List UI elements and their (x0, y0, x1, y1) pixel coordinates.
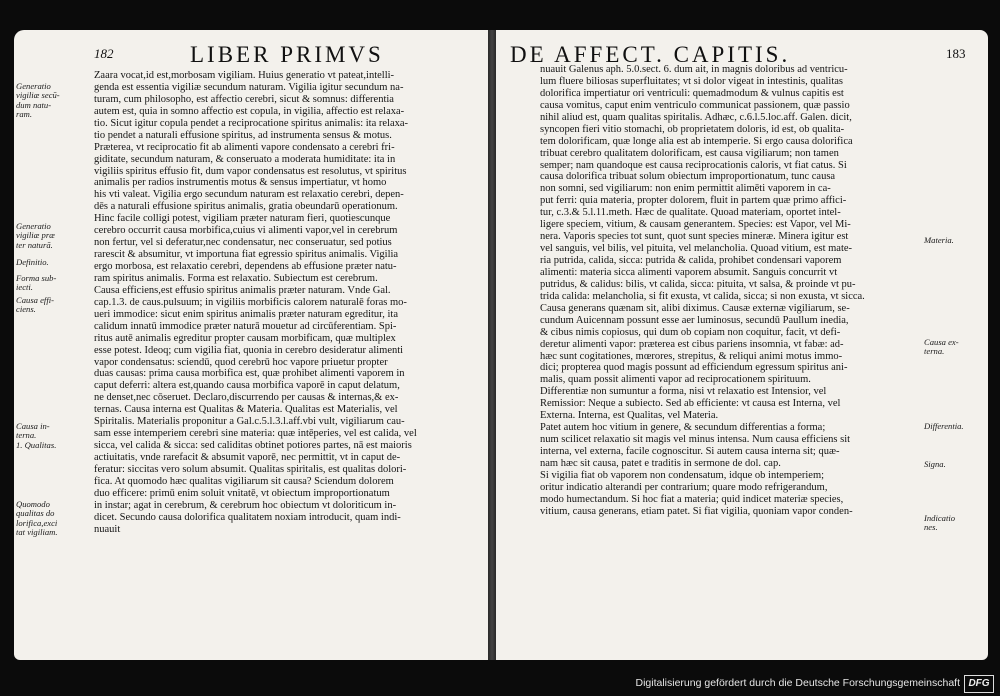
text-line: Si vigilia fiat ob vaporem non condensatum, idque ob intemperiem; (540, 469, 825, 481)
right-page-number: 183 (946, 46, 966, 61)
text-line: ram spiritus animalis. Forma est relaxatio. Subiectum est cerebrum. (94, 272, 378, 284)
text-line: hæc sunt cogitationes, mœrores, strepitus, & reliqui animi motus immo- (540, 350, 843, 362)
left-marginal-note: Definitio. (16, 257, 49, 267)
text-line: vigiliis spiritus effusio fit, dum vapor condensatus est resolutus, vt spiritus (94, 165, 407, 177)
text-line: calidum innatū immodice præter naturā mouetur ad circūferentiam. Spi- (94, 320, 397, 332)
text-line: sam esse intemperiem cerebri sine materia: quæ intēperies, vel est calida, vel (94, 428, 417, 440)
text-line: ritus autē animalis egreditur propter causam morbificam, quæ multiplex (94, 332, 396, 344)
text-line: lum fluere biliosas superfluitates; vt si dolor vigeat in intestinis, qualitas (540, 75, 843, 87)
text-line: num scilicet relaxatio sit magis vel minus intensa. Num causa efficiens sit (540, 434, 851, 446)
text-line: deretur alimenti vapor: præterea est cibus pariens insomnia, vt fabæ: ad- (540, 338, 844, 350)
text-line: Zaara vocat,id est,morbosam vigiliam. Huius generatio vt pateat,intelli- (94, 70, 395, 81)
text-line: Hinc facile colligi potest, vigiliam præter naturam fieri, quotiescunque (94, 213, 391, 225)
text-line: nera. Vaporis species tot sunt, quot sunt species mineræ. Minera igitur est (540, 231, 849, 243)
text-line: & cibus nimis copiosus, qui dum ob copiam non coquitur, facit, vt defi- (540, 326, 841, 338)
text-line: causa dolorifica tribuat solum obiectum improportionatum, tunc causa (540, 171, 836, 183)
left-marginal-note: Generatio vigiliæ secū- dum natu- ram. (16, 81, 60, 120)
funding-credit: Digitalisierung gefördert durch die Deutsche Forschungsgemeinschaft (635, 677, 960, 689)
text-line: tribuat cerebro qualitatem dolorificam, est causa vigiliarum; non tamen (540, 147, 839, 159)
right-marginal-note: Causa ex- terna. (924, 337, 959, 357)
left-page (14, 30, 488, 660)
text-line: modo humectandum. Si hoc fiat a materia; quid indicet materiæ species, (540, 493, 844, 505)
right-page (496, 30, 988, 660)
text-line: put ferri: quia materia, propter dolorem, fluit in partem quæ primo affici- (540, 195, 847, 207)
right-body-text (540, 64, 918, 518)
text-line: esse potest. Ideoq; cum vigilia fiat, quonia in cerebro desideratur alimenti (94, 344, 404, 356)
text-line: interna, vel externa, facile cognoscitur. Si autem causa interna sit; quæ- (540, 446, 840, 457)
text-line: Remissior: Neque a subiecto. Sed ab efficiente: vt causa est Interna, vel (540, 398, 841, 410)
text-line: genda est essentia vigiliæ secundum naturam. Vigilia igitur secundum na- (94, 81, 404, 93)
text-line: non fertur, vel si deferatur,nec condensatur, nec conseruatur, sed potius (94, 237, 392, 249)
left-running-head: LIBER PRIMVS (190, 42, 384, 67)
text-line: dēs a naturali effusione spiritus animalis, gratia obeundarū operationum. (94, 201, 398, 213)
text-line: his vti valeat. Vigilia ergo secundum naturam est relaxatio cerebri, depen- (94, 189, 404, 201)
text-line: nihil aliud est, quam qualitas spiritalis. Adhæc, c.6.l.5.loc.aff. Galen. dicit, (540, 111, 852, 123)
text-line: ria putrida, calida, sicca: putrida & calida, prohibet condensari vaporem (540, 255, 842, 266)
text-line: turam, cum philosopho, est affectio cerebri, sicut & somnus: differentia (94, 93, 394, 105)
right-marginal-note: Indicatio nes. (924, 513, 956, 533)
dfg-logo: DFG (964, 675, 994, 693)
right-marginal-note: Signa. (924, 459, 946, 469)
text-line: Causa efficiens,est effusio spiritus animalis præter naturam. Vnde Gal. (94, 284, 391, 296)
text-line: non somni, sed vigiliarum: non enim permittit alimēti vaporem in ca- (540, 183, 831, 195)
right-running-head: DE AFFECT. CAPITIS. (510, 42, 791, 67)
text-line: actiuitatis, vnde rarefacit & absumit vaporē, nec permittit, vt in caput de- (94, 452, 401, 463)
text-line: caput deferri: altera est,quando causa morbifica vaporē in caput delatum, (94, 380, 400, 392)
text-line: ne denset,nec cōseruet. Declaro,discurrendo per causas & internas,& ex- (94, 392, 399, 404)
text-line: ligere speciem, vitium, & causam generantem. Species: est Vapor, vel Mi- (540, 219, 851, 231)
text-line: alimenti: materia sicca alimenti vaporem absumit. Sanguis concurrit vt (540, 266, 838, 278)
text-line: dicet. Secundo causa dolorifica qualitatem noxiam introducit, quam indi- (94, 511, 401, 523)
text-line: animalis per radios instrumentis motus & sensus impertiatur, vt homo (94, 177, 387, 189)
text-line: vitium, causa generans, etiam patet. Si fiat vigilia, quoniam vapor conden- (540, 505, 853, 517)
text-line: ternas. Causa interna est Qualitas & Materia. Qualitas est Materialis, vel (94, 404, 398, 416)
text-line: cundum Auicennam possunt esse aer luminosus, secundū Paullum inedia, (540, 314, 849, 326)
text-line: Patet autem hoc vitium in genere, & secundum differentias a forma; (540, 422, 826, 434)
text-line: putridus, & calidus: bilis, vt calida, sicca: pituita, vt salsa, & proinde vt pu- (540, 278, 856, 290)
text-line: nuauit Galenus aph. 5.0.sect. 6. dum ait, in magnis doloribus ad ventricu- (540, 64, 848, 75)
text-line: Præterea, vt reciprocatio fit ab alimenti vapore condensato a cerebri fri- (94, 141, 395, 153)
text-line: Spiritalis. Materialis proponitur a Gal.c.5.l.3.l.aff.vbi vult, vigiliarum cau- (94, 416, 405, 428)
text-line: ueri immodice: sicut enim spiritus animalis præter naturam egreditur, ita (94, 308, 399, 320)
text-line: cerebro occurrit causa morbifica,cuius vi alimenti vapor,vel in cerebrum (94, 225, 398, 237)
left-page-number: 182 (94, 46, 114, 61)
left-marginal-note: Causa effi- ciens. (16, 295, 54, 315)
text-line: tem dolorificam, quæ longe alia est ab intemperie. Si ergo causa dolorifica (540, 135, 853, 147)
left-marginal-note: Generatio vigiliæ præ ter naturā. (16, 221, 55, 250)
text-line: cap.1.3. de caus.pulsuum; in vigiliis morbificis calorem naturalē foras mo- (94, 296, 407, 308)
text-line: in instar; agat in cerebrum, & cerebrum hoc obiectum vt doloriticum in- (94, 499, 397, 511)
left-marginal-note: Forma sub- iecti. (16, 273, 57, 293)
text-line: rarescit & absumitur, vt importuna fiat egressio spiritus animalis. Vigilia (94, 249, 399, 261)
text-line: trida calida: melancholia, si fit exusta, vt calida, sicca; si non exusta, vt sicca. (540, 290, 865, 302)
text-line: tur, c.3.& 5.l.11.meth. Hæc de qualitate. Quoad materiam, oportet intel- (540, 207, 841, 219)
text-line: autem est, quia in somno affectio est copula, in vigilia, affectio est relaxa- (94, 105, 405, 117)
text-line: causa vomitus, caput enim ventriculo communicat passionem, quæ passio (540, 99, 850, 111)
text-line: syncopen fieri vitio stomachi, ob proprietatem doloris, id est, ob qualita- (540, 123, 845, 135)
text-line: dolorifica impertiatur ori ventriculi: quemadmodum & vulnus capitis est (540, 87, 844, 99)
text-line: duas causas: prima causa morbifica est, quæ prohibet alimenti vaporem in (94, 368, 405, 380)
text-line: feratur: siccitas vero solum absumit. Qualitas spiritalis, est qualitas dolori- (94, 463, 407, 475)
text-line: Differentiæ non sumuntur a forma, nisi vt relaxatio est Intensior, vel (540, 386, 827, 398)
text-line: dici; propterea quod magis possunt ad efficiendum egressum spiritus ani- (540, 362, 848, 374)
text-line: tio. Sicut igitur copula pendet a reciprocatione spiritus animalis: ita relaxa- (94, 117, 409, 129)
text-line: vapor condensatus: sciendū, quod cerebrū hoc vapore priuetur propter (94, 356, 388, 368)
text-line: Externa. Interna, est Qualitas, vel Materia. (540, 410, 719, 422)
text-line: semper; nam quandoque est causa reciprocationis caloris, vt fiat catus. Si (540, 159, 847, 171)
text-line: giditate, secundum naturam, & conseruato a moderata humiditate: ita in (94, 153, 396, 165)
text-line: sicca, vel calida & sicca: sed caliditas obtinet potiores partes, nā est maioris (94, 440, 412, 452)
text-line: tio pendet a naturali effusione spiritus, ad instrumenta sensus & motus. (94, 129, 392, 141)
text-line: oritur indicatio alterandi per contrarium; quare modo refrigerandum, (540, 481, 828, 493)
text-line: vel sanguis, vel bilis, vel pituita, vel melancholia. Quoad vitium, est mate- (540, 243, 853, 255)
digitization-footer (0, 672, 1000, 696)
right-marginal-note: Materia. (924, 235, 954, 245)
left-body-text (94, 70, 472, 536)
text-line: nam hæc sit causa, patet e traditis in sermone de dol. cap. (540, 457, 781, 469)
left-marginal-note: Causa in- terna. 1. Qualitas. (16, 421, 57, 450)
text-line: fica. At quomodo hæc qualitas vigiliarum sit causa? Sciendum dolorem (94, 475, 394, 487)
text-line: ergo morbosa, est relaxatio cerebri, dependens ab effusione præter natu- (94, 261, 397, 272)
right-marginal-note: Differentia. (924, 421, 964, 431)
left-marginal-note: Quomodo qualitas do lorifica,exci tat vigiliam. (16, 499, 58, 538)
text-line: nuauit (94, 523, 121, 535)
text-line: duo efficere: primū enim soluit vnitatē, vt obiectum improportionatum (94, 487, 390, 499)
text-line: Causa generans quænam sit, alibi diximus. Causæ externæ vigiliarum, se- (540, 302, 850, 314)
text-line: malis, quam possit alimenti vapor ad reciprocationem spirituum. (540, 374, 811, 386)
